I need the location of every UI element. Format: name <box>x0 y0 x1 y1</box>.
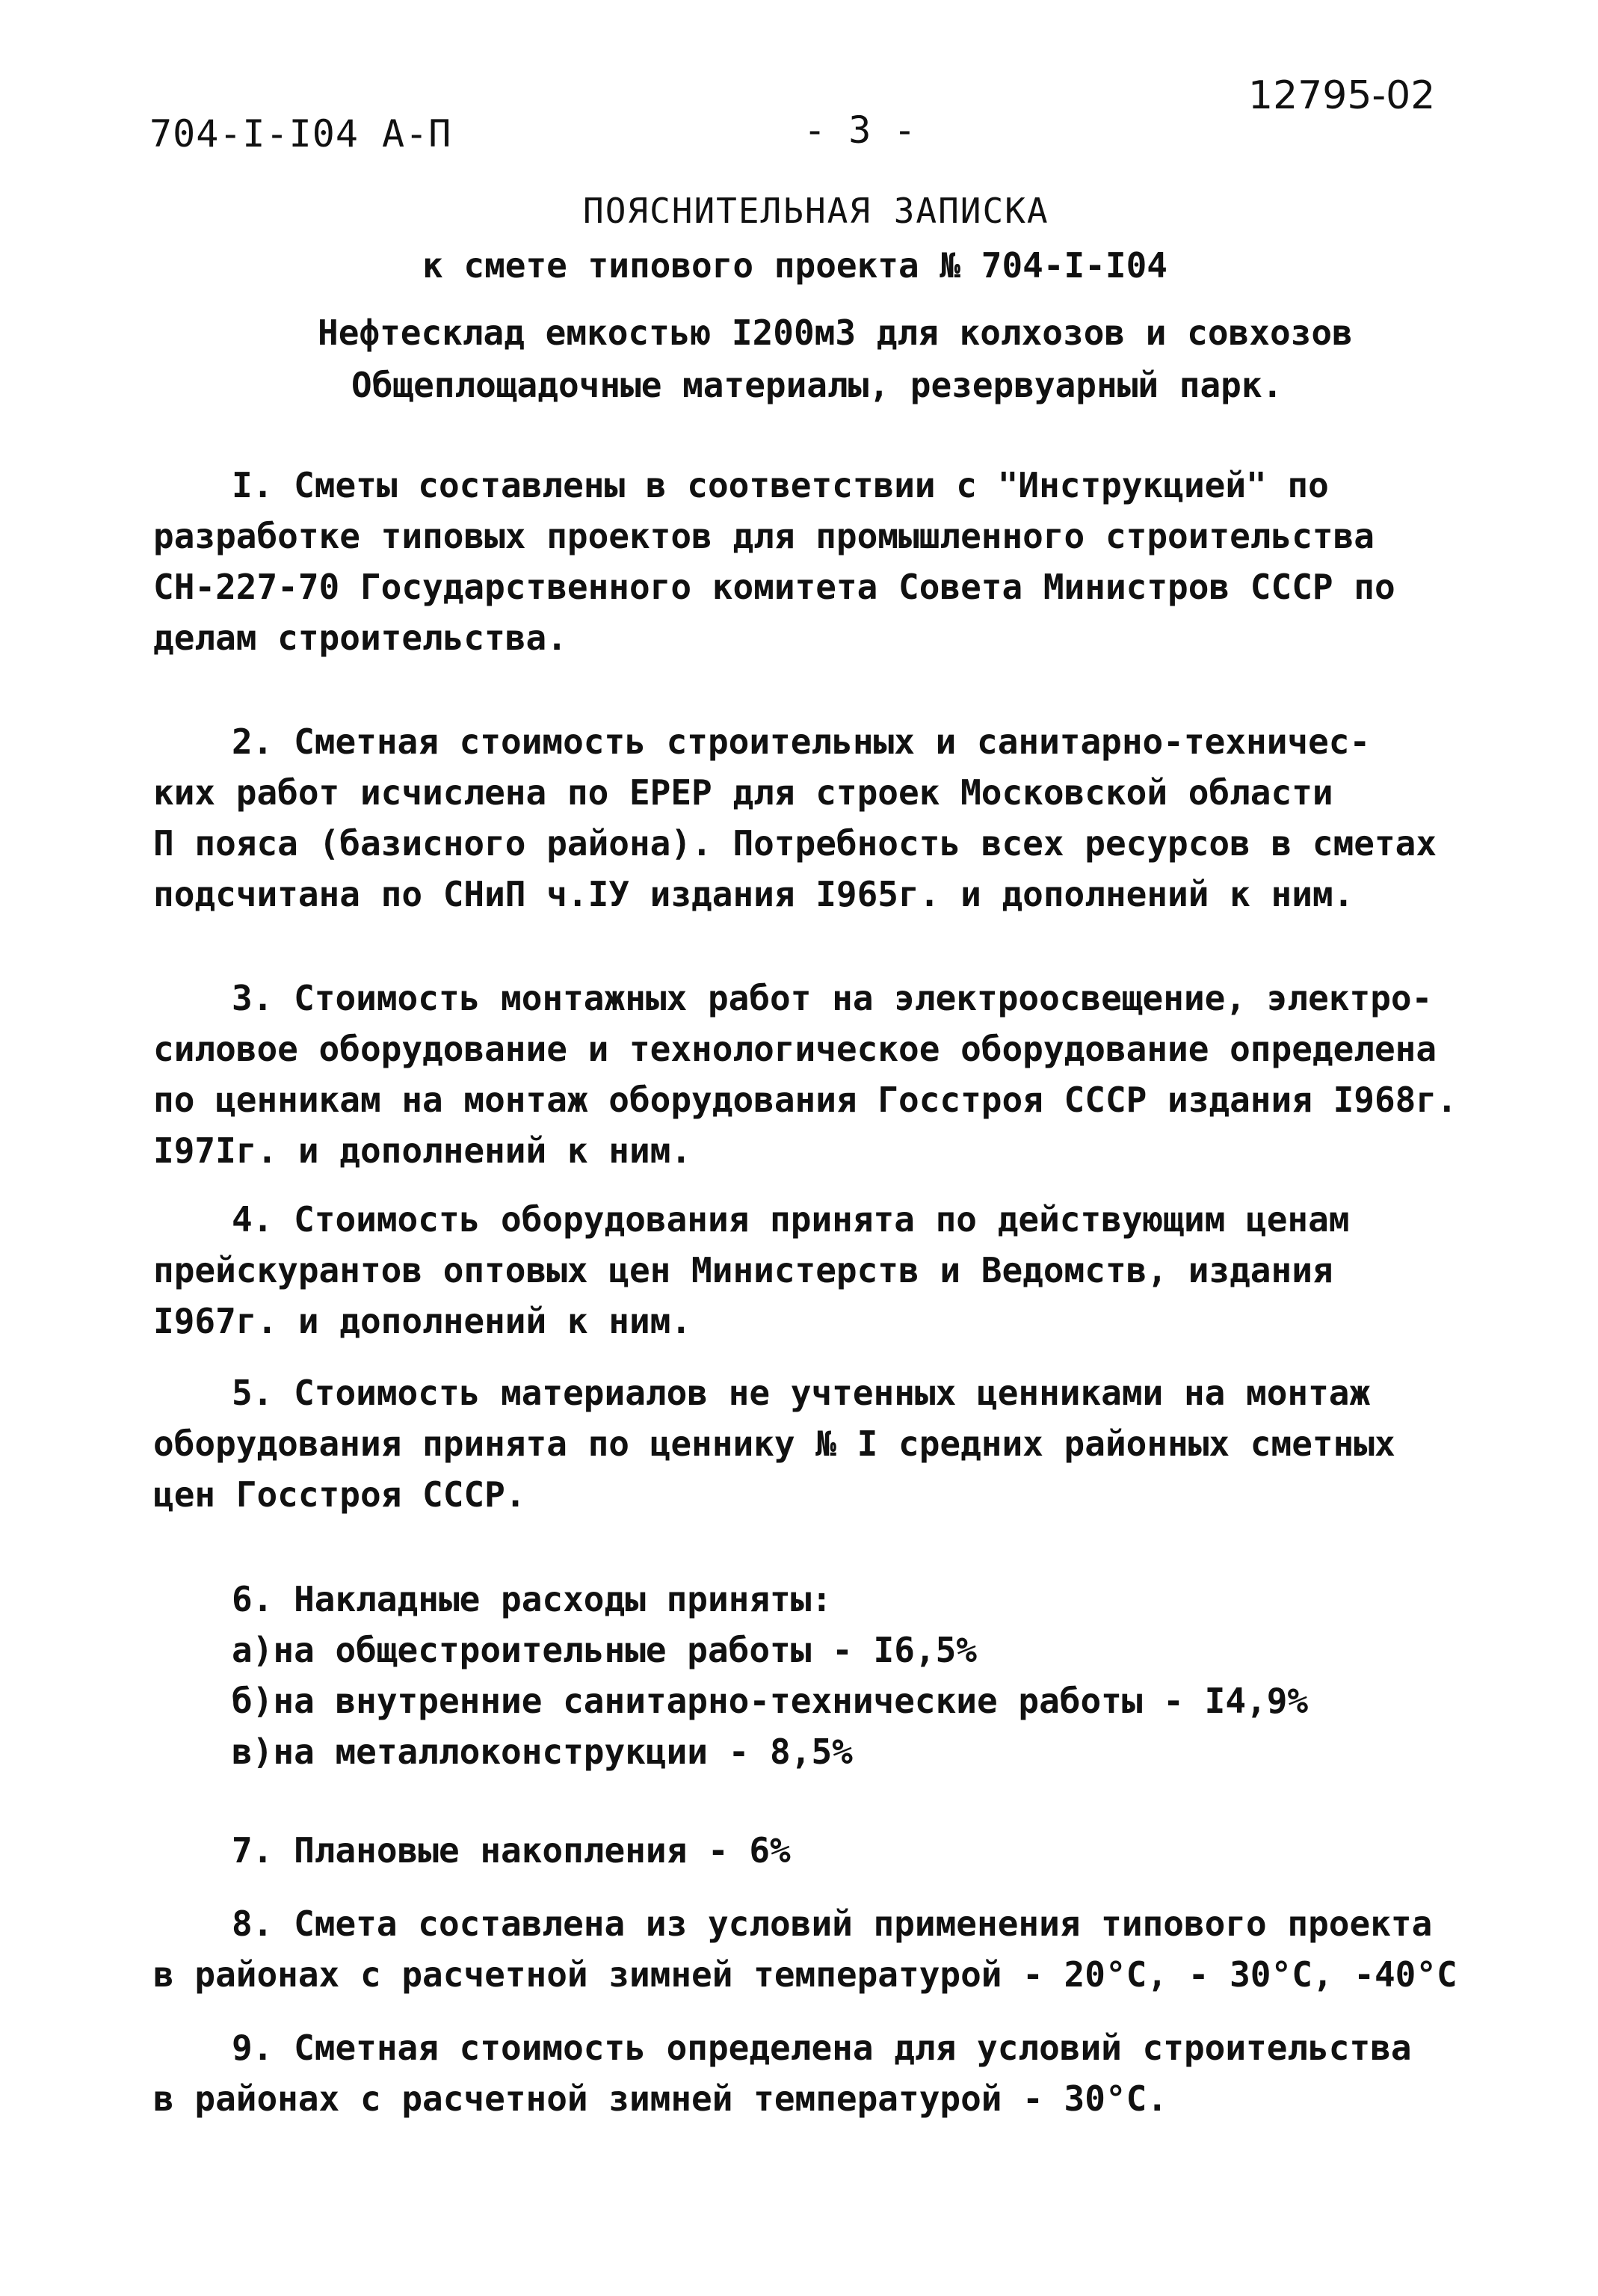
paragraph-3-line: 3. Стоимость монтажных работ на электроосвещение, электро- <box>232 978 1433 1018</box>
paragraph-9-line: в районах с расчетной зимней температурой - 30°С. <box>153 2078 1168 2119</box>
project-part: Общеплощадочные материалы, резервуарный парк. <box>351 365 1283 405</box>
paragraph-4-line: 4. Стоимость оборудования принята по действующим ценам <box>232 1199 1350 1240</box>
paragraph-1-line: делам строительства. <box>153 618 567 658</box>
paragraph-3-line: по ценникам на монтаж оборудования Госстроя СССР издания I968г. <box>153 1080 1457 1120</box>
doc-code: 704-I-I04 А-П <box>149 112 452 156</box>
paragraph-6-line: 6. Накладные расходы приняты: <box>232 1579 833 1619</box>
paragraph-4-line: прейскурантов оптовых цен Министерств и Ведомств, издания <box>153 1250 1333 1290</box>
paragraph-5-line: цен Госстроя СССР. <box>153 1474 526 1515</box>
archive-number: 12795-02 <box>1248 73 1436 118</box>
paragraph-8-line: в районах с расчетной зимней температурой - 20°С, - 30°С, -40°С <box>153 1954 1457 1995</box>
paragraph-4-line: I967г. и дополнений к ним. <box>153 1301 692 1341</box>
overhead-item: в)на металлоконструкции - 8,5% <box>232 1732 853 1772</box>
paragraph-2-line: 2. Сметная стоимость строительных и санитарно-техничес- <box>232 721 1371 762</box>
page-number: - 3 - <box>803 108 916 152</box>
paragraph-2-line: П пояса (базисного района). Потребность всех ресурсов в сметах <box>153 823 1437 864</box>
paragraph-1-line: разработке типовых проектов для промышленного строительства <box>153 516 1375 556</box>
paragraph-3-line: I97Iг. и дополнений к ним. <box>153 1130 692 1171</box>
overhead-item: б)на внутренние санитарно-технические работы - I4,9% <box>232 1681 1309 1721</box>
overhead-item: а)на общестроительные работы - I6,5% <box>232 1630 977 1670</box>
paragraph-2-line: подсчитана по СНиП ч.IУ издания I965г. и дополнений к ним. <box>153 874 1354 914</box>
doc-subtitle: к смете типового проекта № 704-I-I04 <box>422 245 1167 286</box>
paragraph-7-line: 7. Плановые накопления - 6% <box>232 1830 791 1871</box>
paragraph-1-line: СН-227-70 Государственного комитета Совета Министров СССР по <box>153 567 1395 607</box>
paragraph-5-line: оборудования принята по ценнику № I средних районных сметных <box>153 1424 1395 1464</box>
paragraph-5-line: 5. Стоимость материалов не учтенных ценниками на монтаж <box>232 1373 1371 1413</box>
paragraph-2-line: ких работ исчислена по ЕРЕР для строек Московской области <box>153 772 1333 813</box>
paragraph-9-line: 9. Сметная стоимость определена для условий строительства <box>232 2028 1412 2068</box>
paragraph-3-line: силовое оборудование и технологическое оборудование определена <box>153 1029 1437 1069</box>
paragraph-8-line: 8. Смета составлена из условий применения типового проекта <box>232 1903 1433 1944</box>
doc-title: ПОЯСНИТЕЛЬНАЯ ЗАПИСКА <box>583 191 1049 231</box>
paragraph-1-line: I. Сметы составлены в соответствии с "Инструкцией" по <box>232 465 1329 505</box>
project-name: Нефтесклад емкостью I200м3 для колхозов и совхозов <box>318 313 1353 353</box>
